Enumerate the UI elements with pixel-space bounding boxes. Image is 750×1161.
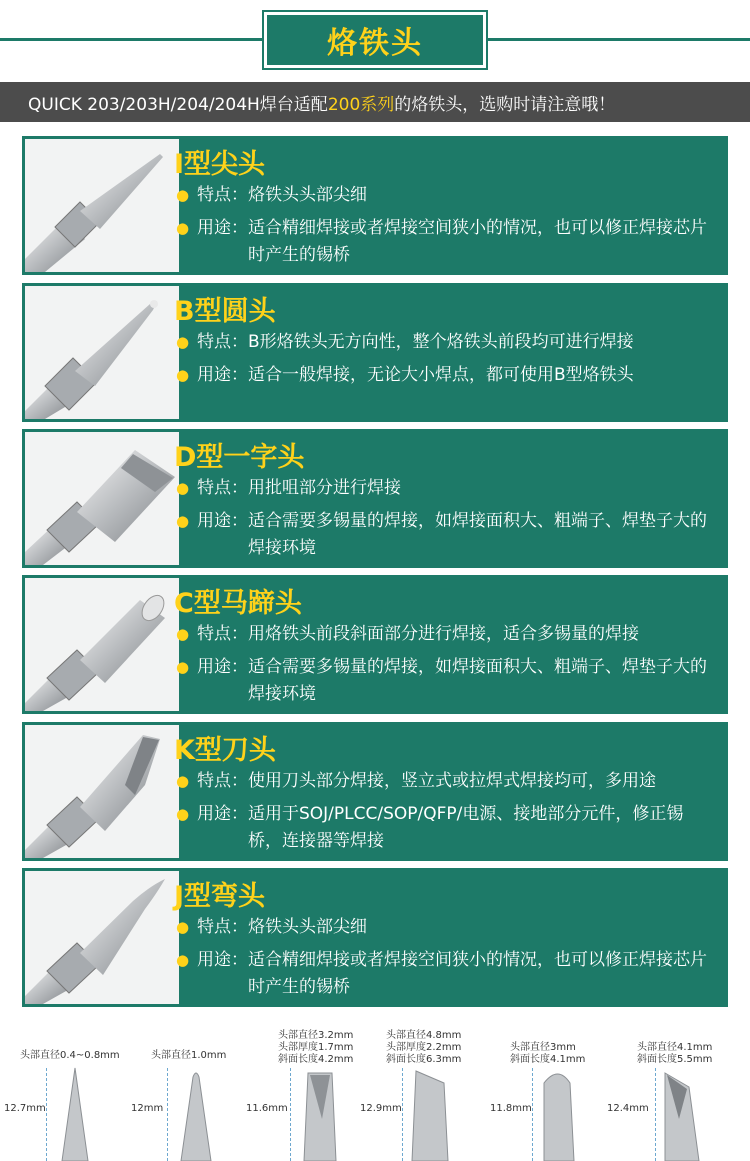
chisel-tip-photo xyxy=(25,432,179,565)
use-label: 用途： xyxy=(197,804,248,824)
spec-dim: 头部直径0.4~0.8mm xyxy=(20,1050,120,1061)
bullet-icon: ● xyxy=(176,219,190,237)
spec-strip xyxy=(0,1018,750,1161)
bullet-icon: ● xyxy=(176,333,190,351)
spec-dim: 头部直径1.0mm xyxy=(151,1050,227,1061)
tip-name: D型一字头 xyxy=(174,442,305,473)
spec-dim: 头部直径3mm xyxy=(510,1042,576,1053)
use-label: 用途： xyxy=(197,950,248,970)
title-box xyxy=(264,12,486,68)
tip-card-b xyxy=(22,283,728,422)
conical-tip-photo xyxy=(25,139,179,272)
use-text: 适合需要多锡量的焊接，如焊接面积大、粗端子、焊垫子大的焊接环境 xyxy=(248,657,707,704)
spec-dim: 斜面长度4.2mm xyxy=(278,1054,354,1065)
feature-label: 特点： xyxy=(197,771,248,791)
tip-name: K型刀头 xyxy=(174,735,276,766)
dim-line xyxy=(655,1068,656,1161)
bent-tip-icon xyxy=(659,1069,709,1161)
feature-row xyxy=(176,768,716,795)
tip-card-k xyxy=(22,722,728,861)
spec-dim: 头部直径4.1mm xyxy=(637,1042,713,1053)
subtitle-highlight: 200系列 xyxy=(327,94,395,115)
feature-row xyxy=(176,475,716,502)
spec-i xyxy=(0,1018,125,1161)
spec-k xyxy=(490,1018,605,1161)
use-label: 用途： xyxy=(197,511,248,531)
subtitle-suffix: 的烙铁头，选购时请注意哦！ xyxy=(394,94,616,115)
use-text: 适合精细焊接或者焊接空间狭小的情况，也可以修正焊接芯片时产生的锡桥 xyxy=(248,950,707,997)
dim-line xyxy=(167,1068,168,1161)
feature-text: 烙铁头头部尖细 xyxy=(248,185,367,205)
tip-name: B型圆头 xyxy=(174,296,276,327)
use-row xyxy=(176,654,716,708)
spec-height: 12.9mm xyxy=(360,1103,402,1114)
use-row xyxy=(176,362,716,389)
spec-height: 11.8mm xyxy=(490,1103,532,1114)
feature-row xyxy=(176,182,716,209)
bullet-icon: ● xyxy=(176,658,190,676)
use-text: 适用于SOJ/PLCC/SOP/QFP/电源、接地部分元件，修正锡桥，连接器等焊接 xyxy=(248,804,684,851)
bevel-tip-photo xyxy=(25,578,179,711)
feature-text: 烙铁头头部尖细 xyxy=(248,917,367,937)
spec-height: 12.7mm xyxy=(4,1103,46,1114)
tip-card-j xyxy=(22,868,728,1007)
spec-dim: 头部直径3.2mm xyxy=(278,1030,354,1041)
feature-label: 特点： xyxy=(197,332,248,352)
use-row xyxy=(176,508,716,562)
bullet-icon: ● xyxy=(176,918,190,936)
spec-height: 11.6mm xyxy=(246,1103,288,1114)
tip-name: J型弯头 xyxy=(174,881,266,912)
feature-label: 特点： xyxy=(197,478,248,498)
feature-text: 使用刀头部分焊接，竖立式或拉焊式焊接均可，多用途 xyxy=(248,771,656,791)
knife-tip-icon xyxy=(536,1069,582,1161)
dim-line xyxy=(46,1068,47,1161)
round-tip-icon xyxy=(173,1069,219,1161)
use-row xyxy=(176,215,716,269)
subtitle-bar xyxy=(0,82,750,122)
tip-card-i xyxy=(22,136,728,275)
use-label: 用途： xyxy=(197,218,248,238)
feature-row xyxy=(176,914,716,941)
knife-tip-photo xyxy=(25,725,179,858)
feature-text: 用批咀部分进行焊接 xyxy=(248,478,401,498)
bullet-icon: ● xyxy=(176,366,190,384)
spec-dim: 斜面长度4.1mm xyxy=(510,1054,586,1065)
feature-text: B形烙铁头无方向性，整个烙铁头前段均可进行焊接 xyxy=(248,332,634,352)
feature-label: 特点： xyxy=(197,185,248,205)
use-label: 用途： xyxy=(197,365,248,385)
dim-line xyxy=(402,1068,403,1161)
feature-label: 特点： xyxy=(197,624,248,644)
use-row xyxy=(176,947,716,1001)
round-tip-photo xyxy=(25,286,179,419)
spec-c xyxy=(360,1018,490,1161)
use-text: 适合一般焊接，无论大小焊点，都可使用B型烙铁头 xyxy=(248,365,634,385)
spec-height: 12mm xyxy=(131,1103,164,1114)
tip-card-c xyxy=(22,575,728,714)
bullet-icon: ● xyxy=(176,479,190,497)
spec-j xyxy=(605,1018,750,1161)
use-label: 用途： xyxy=(197,657,248,677)
spec-dim: 斜面长度6.3mm xyxy=(386,1054,462,1065)
dim-line xyxy=(290,1068,291,1161)
feature-row xyxy=(176,329,716,356)
spec-dim: 斜面长度5.5mm xyxy=(637,1054,713,1065)
spec-d xyxy=(240,1018,360,1161)
bevel-tip-icon xyxy=(406,1069,456,1161)
bullet-icon: ● xyxy=(176,512,190,530)
use-text: 适合精细焊接或者焊接空间狭小的情况，也可以修正焊接芯片时产生的锡桥 xyxy=(248,218,707,265)
tip-card-d xyxy=(22,429,728,568)
bullet-icon: ● xyxy=(176,772,190,790)
spec-b xyxy=(125,1018,240,1161)
tip-name: C型马蹄头 xyxy=(174,588,302,619)
feature-label: 特点： xyxy=(197,917,248,937)
use-row xyxy=(176,801,716,855)
subtitle-prefix: QUICK 203/203H/204/204H焊台适配 xyxy=(28,94,328,115)
spec-dim: 头部厚度2.2mm xyxy=(386,1042,462,1053)
bullet-icon: ● xyxy=(176,951,190,969)
feature-row xyxy=(176,621,716,648)
spec-dim: 头部厚度1.7mm xyxy=(278,1042,354,1053)
bullet-icon: ● xyxy=(176,625,190,643)
spec-height: 12.4mm xyxy=(607,1103,649,1114)
tip-name: I型尖头 xyxy=(174,149,266,180)
feature-text: 用烙铁头前段斜面部分进行焊接，适合多锡量的焊接 xyxy=(248,624,639,644)
chisel-tip-icon xyxy=(296,1069,346,1161)
bent-tip-photo xyxy=(25,871,179,1004)
use-text: 适合需要多锡量的焊接，如焊接面积大、粗端子、焊垫子大的焊接环境 xyxy=(248,511,707,558)
spec-dim: 头部直径4.8mm xyxy=(386,1030,462,1041)
conical-tip-icon xyxy=(52,1066,98,1161)
dim-line xyxy=(532,1068,533,1161)
bullet-icon: ● xyxy=(176,805,190,823)
page-title: 烙铁头 xyxy=(327,26,423,61)
bullet-icon: ● xyxy=(176,186,190,204)
